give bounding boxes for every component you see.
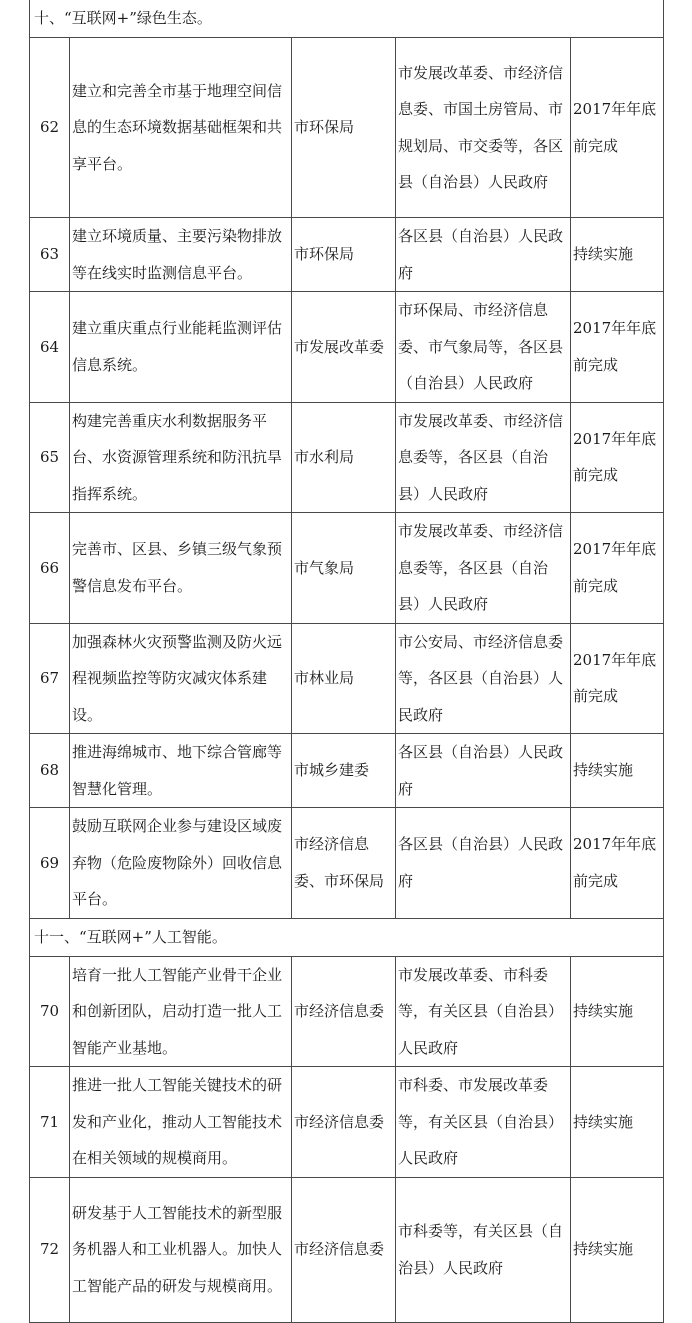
task-cell: 研发基于人工智能技术的新型服务机器人和工业机器人。加快人工智能产品的研发与规模商用。 <box>70 1177 292 1322</box>
partner-units-cell: 市发展改革委、市经济信息委等，各区县（自治县）人民政府 <box>396 402 571 513</box>
section-title: 十、“互联网+”绿色生态。 <box>30 0 664 38</box>
partner-units-cell: 市环保局、市经济信息委、市气象局等，各区县（自治县）人民政府 <box>396 292 571 403</box>
table-row <box>30 218 664 292</box>
lead-unit-cell: 市林业局 <box>292 623 396 734</box>
lead-unit-cell: 市发展改革委 <box>292 292 396 403</box>
row-number: 69 <box>30 808 70 919</box>
section-row <box>30 918 664 956</box>
deadline-cell: 2017年年底前完成 <box>571 292 664 403</box>
table-row <box>30 734 664 808</box>
task-cell: 培育一批人工智能产业骨干企业和创新团队，启动打造一批人工智能产业基地。 <box>70 956 292 1067</box>
table-row <box>30 292 664 403</box>
task-cell: 建立和完善全市基于地理空间信息的生态环境数据基础框架和共享平台。 <box>70 38 292 218</box>
partner-units-cell: 各区县（自治县）人民政府 <box>396 808 571 919</box>
deadline-cell: 2017年年底前完成 <box>571 513 664 624</box>
task-cell: 构建完善重庆水利数据服务平台、水资源管理系统和防汛抗旱指挥系统。 <box>70 402 292 513</box>
lead-unit-cell: 市经济信息委、市环保局 <box>292 808 396 919</box>
partner-units-cell: 市公安局、市经济信息委等，各区县（自治县）人民政府 <box>396 623 571 734</box>
table-row <box>30 808 664 919</box>
task-cell: 完善市、区县、乡镇三级气象预警信息发布平台。 <box>70 513 292 624</box>
section-row <box>30 0 664 38</box>
lead-unit-cell: 市水利局 <box>292 402 396 513</box>
table-row <box>30 1067 664 1178</box>
task-table <box>29 0 664 1323</box>
row-number: 71 <box>30 1067 70 1178</box>
table-row <box>30 38 664 218</box>
lead-unit-cell: 市经济信息委 <box>292 1067 396 1178</box>
table-row <box>30 623 664 734</box>
task-cell: 加强森林火灾预警监测及防火远程视频监控等防灾减灾体系建设。 <box>70 623 292 734</box>
deadline-cell: 持续实施 <box>571 956 664 1067</box>
deadline-cell: 2017年年底前完成 <box>571 402 664 513</box>
section-title: 十一、“互联网+”人工智能。 <box>30 918 664 956</box>
task-cell: 推进海绵城市、地下综合管廊等智慧化管理。 <box>70 734 292 808</box>
partner-units-cell: 市发展改革委、市经济信息委、市国土房管局、市规划局、市交委等，各区县（自治县）人民政府 <box>396 38 571 218</box>
partner-units-cell: 各区县（自治县）人民政府 <box>396 734 571 808</box>
task-cell: 推进一批人工智能关键技术的研发和产业化，推动人工智能技术在相关领域的规模商用。 <box>70 1067 292 1178</box>
partner-units-cell: 各区县（自治县）人民政府 <box>396 218 571 292</box>
row-number: 66 <box>30 513 70 624</box>
row-number: 65 <box>30 402 70 513</box>
deadline-cell: 持续实施 <box>571 1067 664 1178</box>
task-cell: 鼓励互联网企业参与建设区域废弃物（危险废物除外）回收信息平台。 <box>70 808 292 919</box>
deadline-cell: 2017年年底前完成 <box>571 623 664 734</box>
lead-unit-cell: 市环保局 <box>292 218 396 292</box>
row-number: 63 <box>30 218 70 292</box>
partner-units-cell: 市科委等，有关区县（自治县）人民政府 <box>396 1177 571 1322</box>
row-number: 70 <box>30 956 70 1067</box>
table-row <box>30 956 664 1067</box>
deadline-cell: 2017年年底前完成 <box>571 38 664 218</box>
lead-unit-cell: 市城乡建委 <box>292 734 396 808</box>
lead-unit-cell: 市经济信息委 <box>292 1177 396 1322</box>
row-number: 64 <box>30 292 70 403</box>
task-cell: 建立环境质量、主要污染物排放等在线实时监测信息平台。 <box>70 218 292 292</box>
partner-units-cell: 市发展改革委、市经济信息委等，各区县（自治县）人民政府 <box>396 513 571 624</box>
table-row <box>30 513 664 624</box>
deadline-cell: 持续实施 <box>571 218 664 292</box>
row-number: 72 <box>30 1177 70 1322</box>
row-number: 62 <box>30 38 70 218</box>
deadline-cell: 持续实施 <box>571 1177 664 1322</box>
row-number: 68 <box>30 734 70 808</box>
partner-units-cell: 市科委、市发展改革委等，有关区县（自治县）人民政府 <box>396 1067 571 1178</box>
lead-unit-cell: 市气象局 <box>292 513 396 624</box>
table-row <box>30 1177 664 1322</box>
deadline-cell: 持续实施 <box>571 734 664 808</box>
row-number: 67 <box>30 623 70 734</box>
table-row <box>30 402 664 513</box>
deadline-cell: 2017年年底前完成 <box>571 808 664 919</box>
lead-unit-cell: 市环保局 <box>292 38 396 218</box>
partner-units-cell: 市发展改革委、市科委等，有关区县（自治县）人民政府 <box>396 956 571 1067</box>
task-cell: 建立重庆重点行业能耗监测评估信息系统。 <box>70 292 292 403</box>
lead-unit-cell: 市经济信息委 <box>292 956 396 1067</box>
